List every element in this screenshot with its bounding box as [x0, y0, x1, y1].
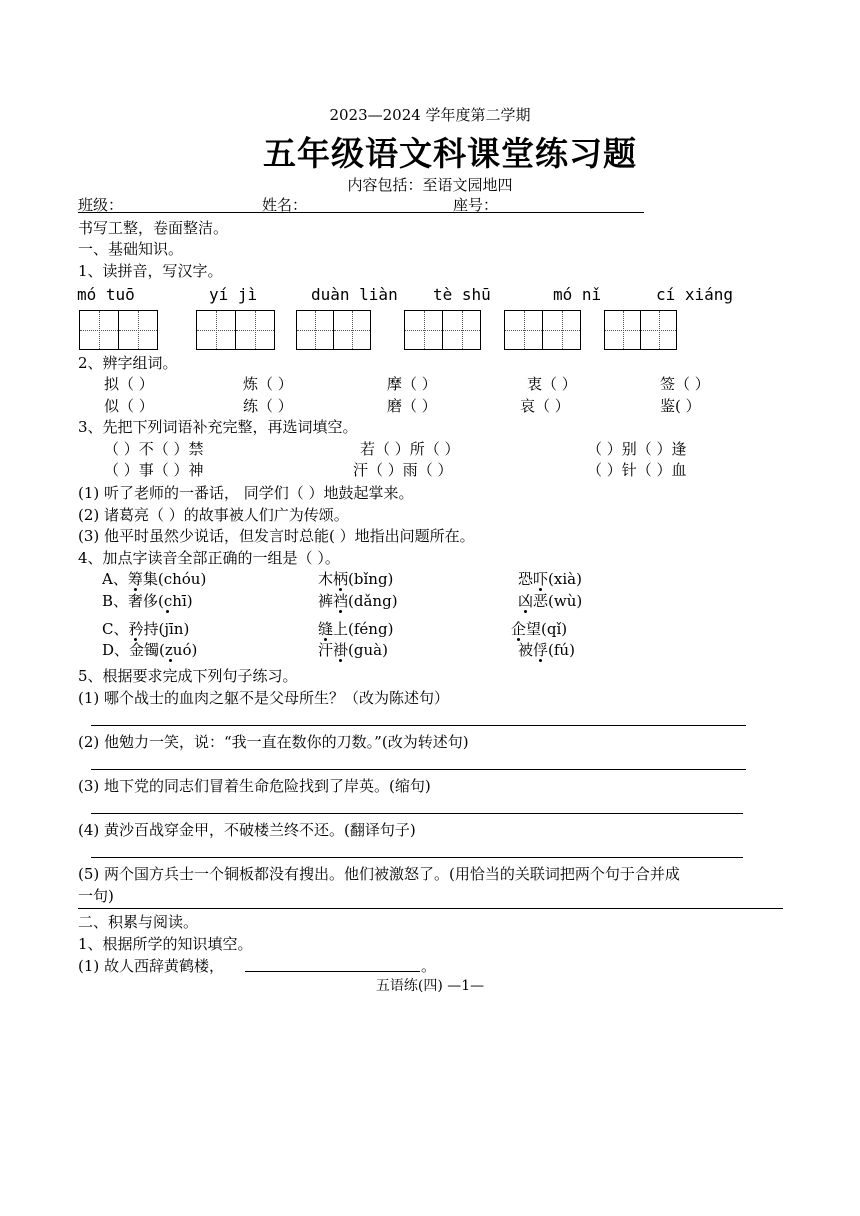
- fill-blank-line[interactable]: [245, 971, 420, 972]
- pinyin-5: mó nǐ: [553, 285, 602, 304]
- instruction: 书写工整，卷面整洁。: [78, 219, 229, 237]
- q3-idiom: 若（ ）所（ ）: [360, 440, 460, 458]
- q2-item: 磨（ ）: [387, 397, 437, 415]
- char-grid-2[interactable]: [196, 310, 275, 350]
- q4-option-a: 恐吓(xià): [518, 570, 582, 588]
- class-label: 班级：: [78, 196, 124, 214]
- q5-item: (2) 他勉力一笑，说：“我一直在数你的刀数。”(改为转述句): [78, 733, 469, 751]
- q4-option-c: C、矜持(jīn): [102, 620, 190, 638]
- pinyin-2: yí jì: [209, 285, 258, 304]
- q5-item: (3) 地下党的同志们冒着生命危险找到了岸英。(缩句): [78, 777, 431, 795]
- q2-item: 哀（ ）: [520, 397, 570, 415]
- answer-line[interactable]: [78, 908, 783, 909]
- name-label: 姓名：: [262, 196, 308, 214]
- pinyin-6: cí xiáng: [656, 285, 734, 304]
- q5-item: (1) 哪个战士的血肉之躯不是父母所生？（改为陈述句）: [78, 689, 450, 707]
- q2-item: 似（ ）: [104, 397, 154, 415]
- q3-idiom: （ ）针（ ）血: [587, 461, 687, 479]
- q3-idiom: （ ）别（ ）逢: [587, 440, 687, 458]
- pinyin-1: mó tuō: [77, 285, 135, 304]
- s2-q1-item-end: 。: [421, 957, 437, 975]
- q2-item: 衷（ ）: [527, 375, 577, 393]
- q4-option-b: 裤裆(dǎng): [318, 592, 398, 610]
- q3-sentence: (1) 听了老师的一番话， 同学们（ ）地鼓起掌来。: [78, 484, 414, 502]
- char-grid-3[interactable]: [296, 310, 371, 350]
- q5-title: 5、根据要求完成下列句子练习。: [78, 667, 298, 685]
- q4-option-a: 木柄(bǐng): [318, 570, 394, 588]
- page-title: 五年级语文科课堂练习题: [263, 134, 637, 173]
- seat-label: 座号：: [453, 196, 499, 214]
- q3-title: 3、先把下列词语补充完整，再选词填空。: [78, 418, 358, 436]
- info-underline: [78, 212, 644, 213]
- q2-item: 炼（ ）: [243, 375, 293, 393]
- q2-item: 摩（ ）: [387, 375, 437, 393]
- q3-sentence: (3) 他平时虽然少说话，但发言时总能( ）地指出问题所在。: [78, 527, 475, 545]
- q4-option-d: 汗褂(guà): [318, 641, 388, 659]
- q5-item: (5) 两个国方兵士一个铜板都没有搜出。他们被激怒了。(用恰当的关联词把两个句于合并成: [78, 865, 680, 883]
- q4-option-a: A、筹集(chóu): [102, 570, 207, 588]
- s2-q1-item: (1) 故人西辞黄鹤楼，: [78, 957, 225, 975]
- q2-item: 拟（ ）: [104, 375, 154, 393]
- q5-item: (4) 黄沙百战穿金甲，不破楼兰终不还。(翻译句子): [78, 821, 416, 839]
- q4-title: 4、加点字读音全部正确的一组是（ ）。: [78, 549, 340, 567]
- section1-title: 一、基础知识。: [78, 240, 184, 258]
- term-label: 2023—2024 学年度第二学期: [329, 106, 531, 124]
- section2-title: 二、积累与阅读。: [78, 913, 199, 931]
- q4-option-b: B、奢侈(chī): [102, 592, 193, 610]
- page-footer: 五语练(四) —1—: [375, 978, 485, 994]
- char-grid-1[interactable]: [79, 310, 158, 350]
- char-grid-4[interactable]: [404, 310, 481, 350]
- answer-line[interactable]: [91, 813, 743, 814]
- q5-item-continued: 一句): [78, 887, 114, 905]
- q3-idiom: （ ）事（ ）神: [104, 461, 204, 479]
- char-grid-5[interactable]: [504, 310, 581, 350]
- q4-option-d: 被俘(fú): [518, 641, 575, 659]
- q2-item: 练（ ）: [243, 397, 293, 415]
- q4-option-c: 缝上(féng): [318, 620, 394, 638]
- pinyin-3: duàn liàn: [311, 285, 398, 304]
- scope-label: 内容包括：至语文园地四: [347, 176, 513, 194]
- char-grid-6[interactable]: [604, 310, 677, 350]
- pinyin-4: tè shū: [433, 285, 491, 304]
- q2-item: 签（ ）: [660, 375, 710, 393]
- answer-line[interactable]: [91, 857, 743, 858]
- q4-option-c: 企望(qǐ): [511, 620, 568, 638]
- s2-q1-title: 1、根据所学的知识填空。: [78, 935, 253, 953]
- q2-title: 2、辨字组词。: [78, 354, 178, 372]
- q1-title: 1、读拼音，写汉字。: [78, 262, 223, 280]
- q2-item: 鉴( ）: [660, 397, 701, 415]
- answer-line[interactable]: [91, 769, 746, 770]
- answer-line[interactable]: [91, 725, 746, 726]
- q3-idiom: （ ）不（ ）禁: [104, 440, 204, 458]
- q3-sentence: (2) 诸葛亮（ ）的故事被人们广为传颂。: [78, 506, 349, 524]
- q4-option-d: D、金镯(zuó): [102, 641, 198, 659]
- q3-idiom: 汗（ ）雨（ ）: [353, 461, 453, 479]
- q4-option-b: 凶恶(wù): [518, 592, 583, 610]
